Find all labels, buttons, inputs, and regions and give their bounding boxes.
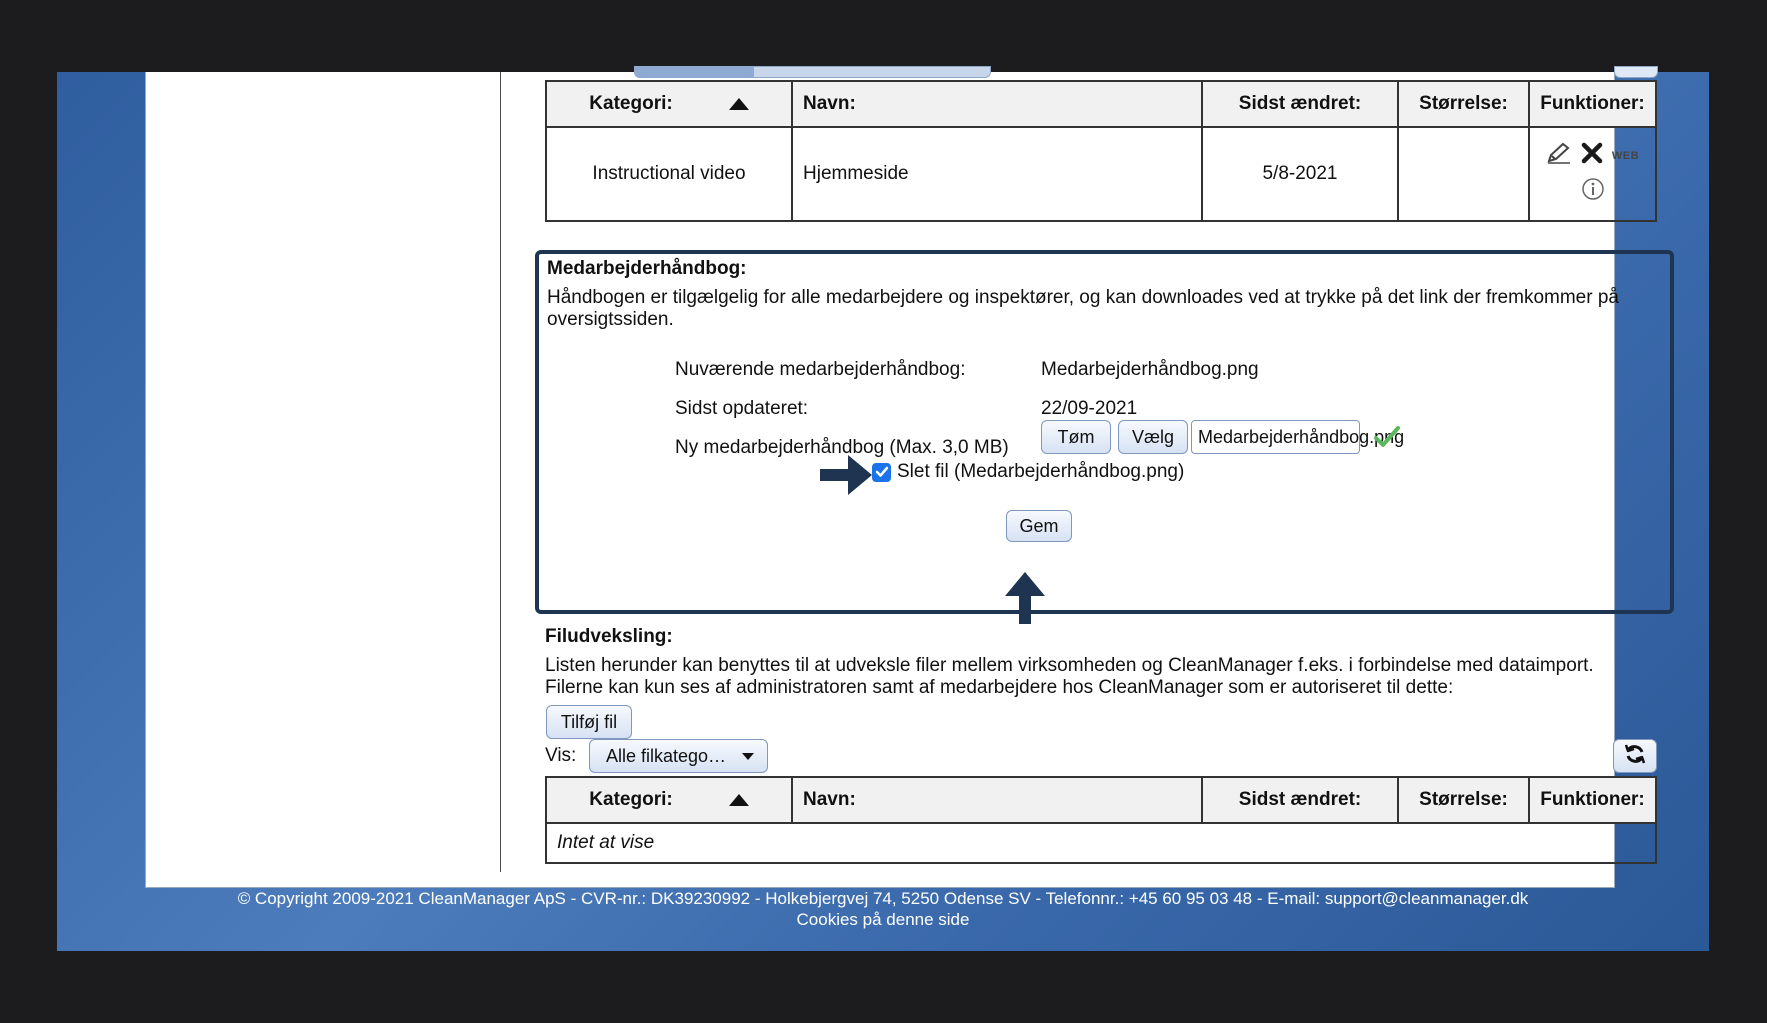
file-name-input[interactable]: Medarbejderhåndbog.png bbox=[1191, 420, 1360, 454]
empty-table-message: Intet at vise bbox=[546, 823, 1656, 863]
delete-file-label[interactable]: Slet fil (Medarbejderhåndbog.png) bbox=[897, 461, 1185, 482]
table-header-row bbox=[546, 81, 1656, 127]
sort-ascending-icon[interactable] bbox=[729, 794, 749, 806]
handbook-title: Medarbejderhåndbog: bbox=[547, 258, 747, 279]
col-header-navn[interactable]: Navn: bbox=[792, 777, 1202, 823]
cell-navn: Hjemmeside bbox=[792, 127, 1202, 221]
category-filter-value: Alle filkatego… bbox=[606, 745, 727, 766]
file-exchange-table bbox=[545, 776, 1657, 864]
file-exchange-description-line2: Filerne kan kun ses af administratoren samt af medarbejdere hos CleanManager som er autoriseret til dette: bbox=[545, 677, 1454, 698]
choose-file-button[interactable]: Vælg bbox=[1118, 420, 1188, 454]
handbook-panel bbox=[535, 250, 1674, 614]
delete-file-checkbox[interactable] bbox=[872, 463, 891, 482]
cell-funktioner bbox=[1529, 127, 1656, 221]
cell-sidst-aendret: 5/8-2021 bbox=[1202, 127, 1398, 221]
page-container bbox=[145, 72, 1645, 888]
cookies-link[interactable]: Cookies på denne side bbox=[796, 910, 970, 929]
new-handbook-label: Ny medarbejderhåndbog (Max. 3,0 MB) bbox=[675, 437, 1009, 458]
table-header-row bbox=[546, 777, 1656, 823]
col-header-sidst-aendret[interactable]: Sidst ændret: bbox=[1202, 777, 1398, 823]
refresh-button[interactable] bbox=[1613, 739, 1657, 773]
refresh-icon bbox=[1623, 742, 1647, 771]
col-header-navn[interactable]: Navn: bbox=[792, 81, 1202, 127]
updated-label: Sidst opdateret: bbox=[675, 398, 809, 419]
col-header-funktioner: Funktioner: bbox=[1529, 81, 1656, 127]
col-header-stoerrelse[interactable]: Størrelse: bbox=[1398, 777, 1529, 823]
file-exchange-description-line1: Listen herunder kan benyttes til at udveksle filer mellem virksomheden og CleanManager f.eks. i forbindelse med dataimport. bbox=[545, 655, 1594, 676]
chevron-down-icon bbox=[742, 753, 754, 760]
col-header-stoerrelse[interactable]: Størrelse: bbox=[1398, 81, 1529, 127]
footer-copyright: © Copyright 2009-2021 CleanManager ApS - CVR-nr.: DK39230992 - Holkebjergvej 74, 5250 Odense SV - Telefonnr.: +45 60 95 03 48 - E-mail: support@cleanmanager.dk bbox=[237, 889, 1529, 908]
edit-pencil-icon[interactable] bbox=[1546, 142, 1572, 170]
cell-stoerrelse bbox=[1398, 127, 1529, 221]
cell-kategori: Instructional video bbox=[546, 127, 792, 221]
delete-file-option[interactable] bbox=[872, 461, 1184, 483]
browser-viewport bbox=[57, 72, 1709, 951]
arrow-right-icon bbox=[820, 451, 874, 504]
col-header-kategori[interactable]: Kategori: bbox=[546, 777, 792, 823]
sort-ascending-icon[interactable] bbox=[729, 98, 749, 110]
add-file-button[interactable]: Tilføj fil bbox=[546, 705, 632, 739]
file-exchange-description bbox=[545, 655, 1665, 699]
delete-x-icon[interactable] bbox=[1580, 141, 1604, 171]
handbook-description: Håndbogen er tilgælgelig for alle medarbejdere og inspektører, og kan downloades ved at trykke på det link der fremkommer på oversigtssiden. bbox=[547, 287, 1619, 330]
page-footer bbox=[57, 888, 1709, 930]
updated-value: 22/09-2021 bbox=[1041, 398, 1138, 419]
clear-file-button[interactable]: Tøm bbox=[1041, 420, 1111, 454]
arrow-up-icon bbox=[1001, 570, 1049, 629]
web-icon[interactable]: WEB bbox=[1611, 150, 1640, 162]
file-exchange-title: Filudveksling: bbox=[545, 626, 673, 647]
top-right-button[interactable] bbox=[1614, 66, 1658, 78]
upper-file-table bbox=[545, 80, 1657, 222]
current-handbook-label: Nuværende medarbejderhåndbog: bbox=[675, 359, 966, 380]
col-header-kategori[interactable]: Kategori: bbox=[546, 81, 792, 127]
category-filter-select[interactable] bbox=[589, 739, 768, 773]
save-button[interactable]: Gem bbox=[1006, 510, 1072, 542]
col-header-funktioner: Funktioner: bbox=[1529, 777, 1656, 823]
table-row bbox=[546, 823, 1656, 863]
col-header-sidst-aendret[interactable]: Sidst ændret: bbox=[1202, 81, 1398, 127]
table-row bbox=[546, 127, 1656, 221]
info-icon[interactable] bbox=[1581, 177, 1605, 207]
success-check-icon bbox=[1373, 424, 1401, 455]
show-label: Vis: bbox=[545, 745, 577, 766]
current-handbook-value: Medarbejderhåndbog.png bbox=[1041, 359, 1259, 380]
